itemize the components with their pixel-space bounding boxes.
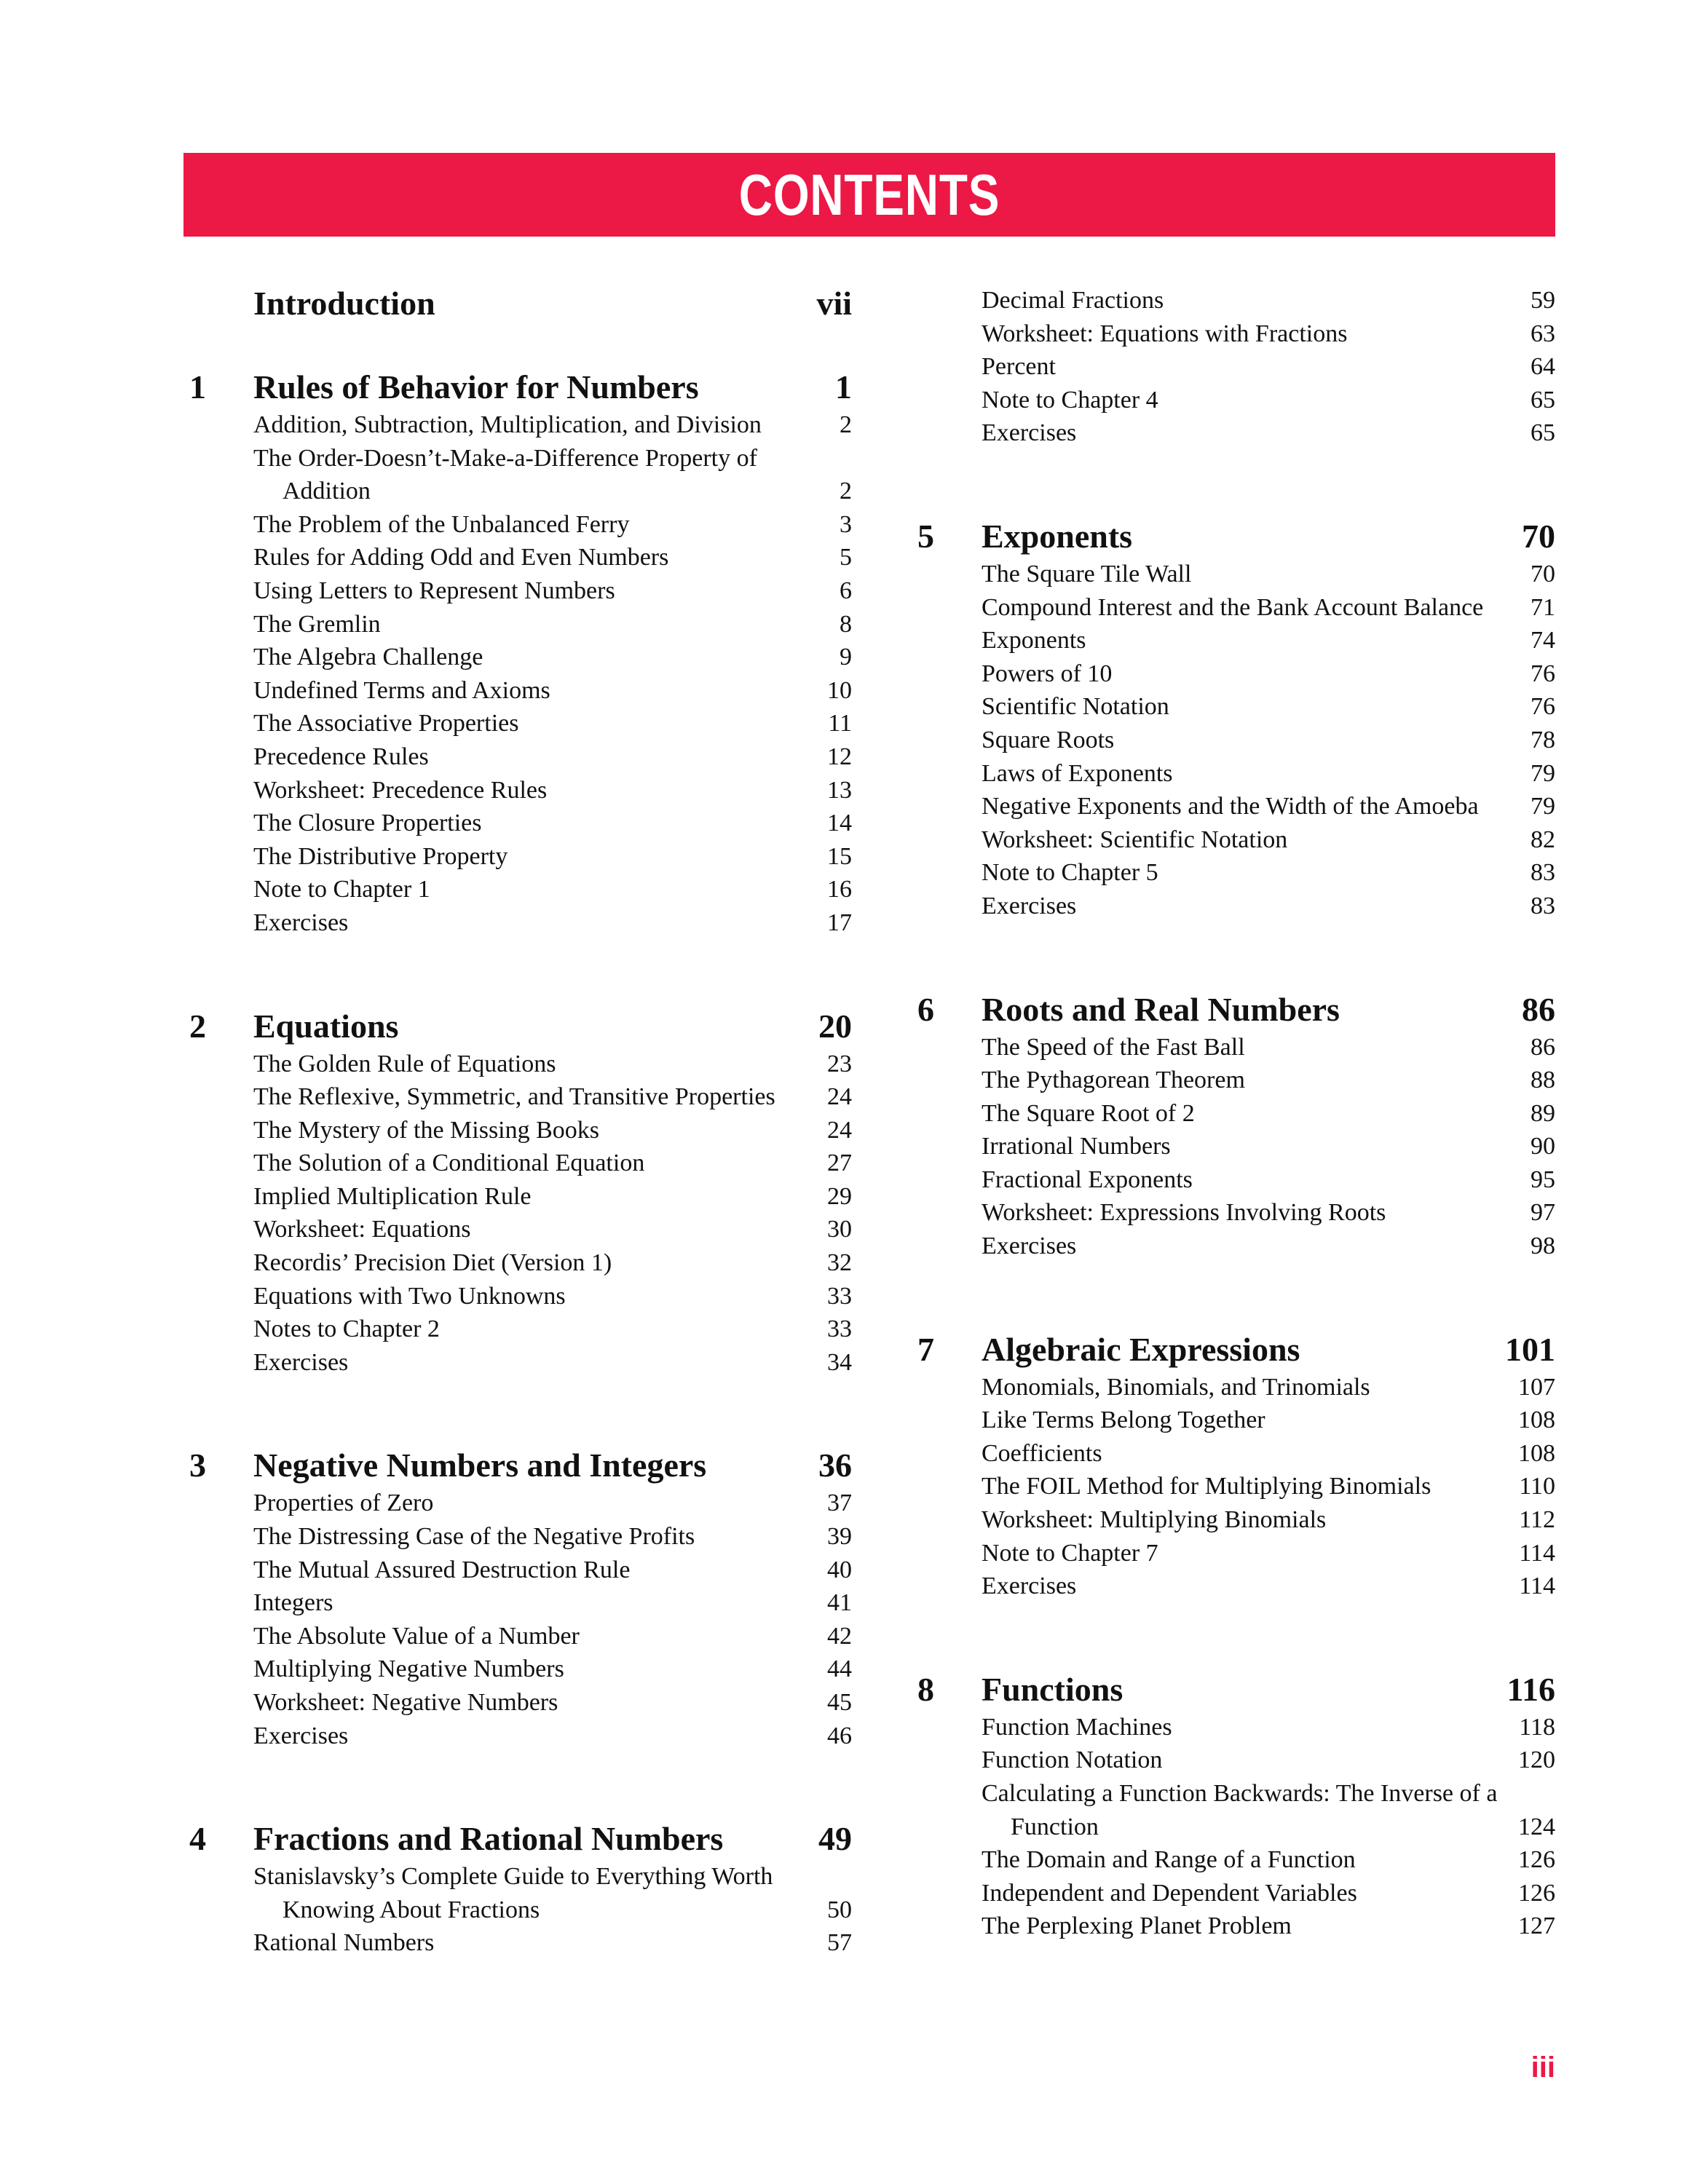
toc-entry-page: 44 xyxy=(827,1655,852,1683)
toc-entry[interactable] xyxy=(982,1744,1555,1777)
toc-entry-page: 14 xyxy=(827,810,852,837)
toc-entry-page: 42 xyxy=(827,1622,852,1650)
toc-entry-page: 114 xyxy=(1519,1539,1555,1567)
toc-entry-title: Rational Numbers xyxy=(253,1929,435,1957)
toc-entry-title: The FOIL Method for Multiplying Binomials xyxy=(982,1473,1431,1500)
chapter-4 xyxy=(189,1819,852,1960)
toc-entry-title: The Closure Properties xyxy=(253,810,482,837)
chapter-title: Functions xyxy=(982,1670,1123,1708)
toc-entry[interactable] xyxy=(253,1346,852,1380)
chapter-number: 8 xyxy=(917,1670,934,1708)
toc-entry[interactable] xyxy=(253,1926,852,1960)
chapter-number: 2 xyxy=(189,1007,206,1045)
toc-entry-page: 124 xyxy=(1518,1813,1555,1840)
toc-entry-title: Scientific Notation xyxy=(982,693,1169,721)
toc-entry-title: Worksheet: Multiplying Binomials xyxy=(982,1506,1327,1534)
toc-entry-title: Worksheet: Scientific Notation xyxy=(982,826,1288,853)
toc-entry-title: Multiplying Negative Numbers xyxy=(253,1655,564,1683)
chapter-entries xyxy=(189,1487,852,1752)
toc-column-right xyxy=(917,284,1555,2010)
toc-entry-page: 71 xyxy=(1531,593,1555,621)
toc-entry[interactable] xyxy=(253,608,852,641)
toc-entry-page: 32 xyxy=(827,1249,852,1277)
toc-entry[interactable] xyxy=(982,350,1555,384)
toc-entry-page: 118 xyxy=(1519,1713,1555,1741)
chapter-page: 116 xyxy=(1506,1670,1555,1708)
toc-entry[interactable] xyxy=(982,284,1555,317)
toc-entry[interactable] xyxy=(982,823,1555,857)
toc-entry[interactable] xyxy=(982,690,1555,724)
toc-entry[interactable] xyxy=(982,1503,1555,1537)
toc-entry-title: Integers xyxy=(253,1589,333,1617)
toc-entry-title: Note to Chapter 1 xyxy=(253,876,430,903)
toc-entry-title: The Golden Rule of Equations xyxy=(253,1050,556,1077)
toc-entry[interactable] xyxy=(982,1130,1555,1163)
toc-entry[interactable] xyxy=(253,1280,852,1313)
toc-entry-title: Exercises xyxy=(982,892,1077,919)
toc-entry-title: The Associative Properties xyxy=(253,710,519,737)
toc-entry[interactable] xyxy=(253,906,852,940)
chapter-5 xyxy=(917,517,1555,923)
toc-entry[interactable] xyxy=(982,1031,1555,1064)
toc-entry-title: The Speed of the Fast Ball xyxy=(982,1033,1245,1061)
toc-entry[interactable] xyxy=(253,840,852,874)
toc-entry-title: The Perplexing Planet Problem xyxy=(982,1912,1292,1940)
toc-entry-title: Worksheet: Precedence Rules xyxy=(253,776,548,804)
page-number: iii xyxy=(1531,2052,1555,2084)
toc-entry-title: Function Notation xyxy=(982,1746,1163,1774)
toc-entry-title: Worksheet: Equations with Fractions xyxy=(982,320,1348,347)
toc-entry[interactable] xyxy=(982,856,1555,890)
toc-entry[interactable] xyxy=(253,807,852,840)
toc-introduction[interactable] xyxy=(189,284,852,328)
toc-entry[interactable] xyxy=(982,1570,1555,1603)
toc-entry-title: Notes to Chapter 2 xyxy=(253,1315,440,1343)
toc-entry[interactable] xyxy=(982,1371,1555,1404)
toc-entry-page: 23 xyxy=(827,1050,852,1077)
toc-entry-page: 9 xyxy=(840,644,852,671)
chapter-title: Equations xyxy=(253,1007,399,1045)
toc-entry-page: 11 xyxy=(828,710,852,737)
toc-entry-page: 76 xyxy=(1531,693,1555,721)
toc-entry-title: Rules for Adding Odd and Even Numbers xyxy=(253,544,669,571)
toc-entry-title: Calculating a Function Backwards: The Inverse of a Function xyxy=(982,1780,1498,1840)
page-title: CONTENTS xyxy=(738,162,1000,227)
toc-entry-page: 110 xyxy=(1519,1473,1555,1500)
toc-entry-title: Precedence Rules xyxy=(253,743,429,770)
toc-entry[interactable] xyxy=(253,1048,852,1081)
toc-entry-page: 30 xyxy=(827,1216,852,1243)
toc-entry-page: 65 xyxy=(1531,386,1555,414)
toc-entry-page: 59 xyxy=(1531,287,1555,314)
toc-entry-page: 63 xyxy=(1531,320,1555,347)
chapter-entries xyxy=(189,1860,852,1960)
chapter-title: Exponents xyxy=(982,517,1133,555)
toc-entry-title: Worksheet: Expressions Involving Roots xyxy=(982,1199,1386,1227)
chapter-number: 4 xyxy=(189,1820,206,1858)
toc-entry[interactable] xyxy=(253,1520,852,1554)
toc-entry[interactable] xyxy=(253,674,852,708)
toc-entry[interactable] xyxy=(253,774,852,807)
chapter-2 xyxy=(189,1007,852,1380)
toc-entry-page: 13 xyxy=(827,776,852,804)
toc-entry-page: 64 xyxy=(1531,353,1555,381)
toc-entry-page: 6 xyxy=(840,577,852,604)
toc-entry-page: 76 xyxy=(1531,660,1555,687)
toc-entry-page: 70 xyxy=(1531,560,1555,587)
toc-entry[interactable] xyxy=(253,1147,852,1180)
chapter-heading[interactable] xyxy=(917,990,1555,1031)
toc-entry[interactable] xyxy=(253,1554,852,1587)
toc-entry[interactable] xyxy=(253,873,852,906)
toc-entry[interactable] xyxy=(253,1487,852,1520)
toc-entry-page: 16 xyxy=(827,876,852,903)
chapter-entries xyxy=(189,1048,852,1380)
toc-entry-page: 126 xyxy=(1518,1846,1555,1874)
chapter-entries xyxy=(917,1031,1555,1263)
toc-entry[interactable] xyxy=(982,1877,1555,1910)
chapter-1 xyxy=(189,368,852,940)
toc-entry[interactable] xyxy=(982,1097,1555,1131)
toc-entry-page: 86 xyxy=(1531,1033,1555,1061)
toc-entry-page: 79 xyxy=(1531,759,1555,787)
chapter-number: 3 xyxy=(189,1447,206,1484)
chapter-heading[interactable] xyxy=(189,368,852,408)
toc-entry-title: Fractional Exponents xyxy=(982,1166,1193,1193)
toc-entry-title: The Algebra Challenge xyxy=(253,644,483,671)
toc-entry-title: Exercises xyxy=(982,419,1077,447)
toc-entry-title: Note to Chapter 5 xyxy=(982,859,1158,887)
toc-entry-page: 24 xyxy=(827,1116,852,1144)
chapter-heading[interactable] xyxy=(917,1670,1555,1711)
toc-entry-title: Worksheet: Negative Numbers xyxy=(253,1689,558,1716)
chapter-8 xyxy=(917,1670,1555,1943)
toc-entry-page: 3 xyxy=(840,510,852,538)
toc-entry-title: Exercises xyxy=(253,1722,349,1749)
toc-entry[interactable] xyxy=(253,408,852,442)
toc-entry-title: Like Terms Belong Together xyxy=(982,1406,1265,1434)
chapter-4-continued xyxy=(917,284,1555,450)
toc-entry[interactable] xyxy=(253,641,852,674)
toc-entry-title: Exercises xyxy=(253,909,349,936)
toc-entry-page: 114 xyxy=(1519,1572,1555,1600)
toc-entry-page: 95 xyxy=(1531,1166,1555,1193)
toc-entry-page: 89 xyxy=(1531,1099,1555,1127)
toc-entry-title: Square Roots xyxy=(982,726,1115,753)
chapter-title: Fractions and Rational Numbers xyxy=(253,1820,724,1858)
chapter-page: 1 xyxy=(835,368,852,405)
chapter-page: 36 xyxy=(818,1447,852,1484)
toc-entry-title: Function Machines xyxy=(982,1713,1172,1741)
toc-entry-title: Addition, Subtraction, Multiplication, and Division xyxy=(253,411,762,438)
toc-entry[interactable] xyxy=(982,657,1555,691)
toc-entry[interactable] xyxy=(982,1230,1555,1263)
toc-entry-title: The Problem of the Unbalanced Ferry xyxy=(253,510,630,538)
toc-entry-title: The Absolute Value of a Number xyxy=(253,1622,580,1650)
toc-entry[interactable] xyxy=(982,317,1555,351)
introduction-title: Introduction xyxy=(253,285,435,322)
toc-entry-title: Irrational Numbers xyxy=(982,1133,1171,1160)
toc-entry-page: 98 xyxy=(1531,1233,1555,1260)
toc-entry[interactable] xyxy=(253,1860,852,1926)
toc-entry-page: 12 xyxy=(827,743,852,770)
chapter-title: Negative Numbers and Integers xyxy=(253,1447,707,1484)
toc-entry-title: The Solution of a Conditional Equation xyxy=(253,1150,645,1177)
toc-entry-page: 24 xyxy=(827,1083,852,1111)
toc-entry-page: 41 xyxy=(827,1589,852,1617)
chapter-number: 7 xyxy=(917,1330,934,1368)
toc-entry-title: Negative Exponents and the Width of the Amoeba xyxy=(982,793,1479,820)
toc-entry[interactable] xyxy=(982,757,1555,791)
toc-entry[interactable] xyxy=(982,1910,1555,1943)
toc-entry-page: 83 xyxy=(1531,892,1555,919)
toc-entry[interactable] xyxy=(982,1711,1555,1744)
chapter-page: 101 xyxy=(1505,1330,1555,1368)
toc-entry-title: Using Letters to Represent Numbers xyxy=(253,577,615,604)
toc-entry-page: 29 xyxy=(827,1182,852,1210)
toc-entry-title: Laws of Exponents xyxy=(982,759,1173,787)
chapter-entries xyxy=(917,1711,1555,1943)
toc-entry[interactable] xyxy=(253,1114,852,1147)
chapter-entries xyxy=(917,1371,1555,1603)
toc-entry[interactable] xyxy=(982,1196,1555,1230)
toc-entry-page: 17 xyxy=(827,909,852,936)
toc-entry-page: 126 xyxy=(1518,1879,1555,1907)
toc-entry-title: The Order-Doesn’t-Make-a-Difference Property of Addition xyxy=(253,444,757,505)
toc-entry-page: 5 xyxy=(840,544,852,571)
toc-entry[interactable] xyxy=(253,442,852,508)
toc-entry-title: Stanislavsky’s Complete Guide to Everything Worth Knowing About Fractions xyxy=(253,1863,773,1923)
toc-entry[interactable] xyxy=(253,574,852,608)
toc-entry-title: The Square Tile Wall xyxy=(982,560,1192,587)
toc-entry[interactable] xyxy=(982,558,1555,591)
toc-entry[interactable] xyxy=(982,724,1555,757)
toc-entry[interactable] xyxy=(982,591,1555,625)
toc-entry[interactable] xyxy=(982,1064,1555,1097)
toc-entry-title: Recordis’ Precision Diet (Version 1) xyxy=(253,1249,612,1277)
toc-entry-page: 33 xyxy=(827,1315,852,1343)
chapter-number: 1 xyxy=(189,368,206,405)
toc-entry-page: 46 xyxy=(827,1722,852,1749)
chapter-page: 49 xyxy=(818,1820,852,1858)
toc-entry-title: Undefined Terms and Axioms xyxy=(253,676,550,704)
toc-entry-page: 74 xyxy=(1531,627,1555,654)
toc-entry[interactable] xyxy=(253,1246,852,1280)
toc-entry-page: 33 xyxy=(827,1282,852,1310)
chapter-page: 20 xyxy=(818,1007,852,1045)
toc-entry[interactable] xyxy=(253,740,852,774)
toc-entry[interactable] xyxy=(253,1620,852,1653)
toc-entry-title: Independent and Dependent Variables xyxy=(982,1879,1357,1907)
toc-entry[interactable] xyxy=(982,624,1555,657)
toc-entry[interactable] xyxy=(253,541,852,574)
chapter-heading[interactable] xyxy=(917,517,1555,558)
toc-entry[interactable] xyxy=(253,1180,852,1214)
toc-entry[interactable] xyxy=(253,1686,852,1720)
toc-entry-page: 2 xyxy=(840,411,852,438)
chapter-number: 6 xyxy=(917,990,934,1028)
toc-entry-title: Coefficients xyxy=(982,1439,1102,1467)
toc-entry[interactable] xyxy=(253,1653,852,1686)
contents-banner xyxy=(183,153,1555,237)
toc-entry-title: Exponents xyxy=(982,627,1086,654)
toc-entry-page: 107 xyxy=(1518,1373,1555,1401)
toc-entry[interactable] xyxy=(982,1777,1555,1843)
chapter-entries xyxy=(917,558,1555,923)
toc-entry-page: 88 xyxy=(1531,1067,1555,1094)
toc-entry-page: 10 xyxy=(827,676,852,704)
toc-entry-page: 45 xyxy=(827,1689,852,1716)
toc-entry[interactable] xyxy=(982,1470,1555,1503)
toc-entry-title: Compound Interest and the Bank Account Balance xyxy=(982,593,1484,621)
toc-entry-page: 34 xyxy=(827,1348,852,1376)
chapter-title: Rules of Behavior for Numbers xyxy=(253,368,699,405)
toc-entry-page: 27 xyxy=(827,1150,852,1177)
toc-entry-title: Exercises xyxy=(982,1572,1077,1600)
toc-entry[interactable] xyxy=(253,1313,852,1346)
toc-entry[interactable] xyxy=(982,1437,1555,1471)
toc-entry-page: 90 xyxy=(1531,1133,1555,1160)
toc-entry-page: 39 xyxy=(827,1523,852,1551)
toc-entry[interactable] xyxy=(253,1080,852,1114)
toc-entry[interactable] xyxy=(253,707,852,740)
toc-entry-title: Exercises xyxy=(982,1233,1077,1260)
toc-entry-page: 127 xyxy=(1518,1912,1555,1940)
toc-entry-title: Note to Chapter 7 xyxy=(982,1539,1158,1567)
chapter-heading[interactable] xyxy=(917,1330,1555,1371)
toc-entry-page: 108 xyxy=(1518,1439,1555,1467)
toc-entry-page: 2 xyxy=(840,478,852,505)
toc-entry[interactable] xyxy=(982,890,1555,923)
toc-entry[interactable] xyxy=(253,508,852,542)
chapter-page: 86 xyxy=(1522,990,1555,1028)
chapter-page: 70 xyxy=(1522,517,1555,555)
toc-column-left xyxy=(189,284,852,2027)
chapter-7 xyxy=(917,1330,1555,1603)
toc-entry-title: The Pythagorean Theorem xyxy=(982,1067,1245,1094)
introduction-page: vii xyxy=(816,285,852,322)
toc-entry-page: 112 xyxy=(1519,1506,1555,1534)
toc-entry-title: The Mutual Assured Destruction Rule xyxy=(253,1556,631,1583)
chapter-3 xyxy=(189,1446,852,1752)
toc-entry-title: The Distressing Case of the Negative Profits xyxy=(253,1523,695,1551)
toc-entry[interactable] xyxy=(982,1163,1555,1197)
toc-entry[interactable] xyxy=(253,1586,852,1620)
toc-entry[interactable] xyxy=(982,1843,1555,1877)
toc-entry-title: Implied Multiplication Rule xyxy=(253,1182,532,1210)
toc-entry-page: 79 xyxy=(1531,793,1555,820)
toc-entry-page: 40 xyxy=(827,1556,852,1583)
chapter-heading[interactable] xyxy=(189,1446,852,1487)
toc-entry-title: The Gremlin xyxy=(253,610,381,638)
toc-entry-page: 65 xyxy=(1531,419,1555,447)
toc-entry-title: The Square Root of 2 xyxy=(982,1099,1195,1127)
toc-entry-page: 78 xyxy=(1531,726,1555,753)
toc-entry-page: 83 xyxy=(1531,859,1555,887)
toc-entry[interactable] xyxy=(982,790,1555,823)
toc-entry[interactable] xyxy=(982,384,1555,417)
chapter-6 xyxy=(917,990,1555,1263)
toc-entry-title: Note to Chapter 4 xyxy=(982,386,1158,414)
toc-entry-page: 57 xyxy=(827,1929,852,1957)
toc-entry-page: 97 xyxy=(1531,1199,1555,1227)
toc-entry-page: 37 xyxy=(827,1489,852,1517)
toc-entry-title: Equations with Two Unknowns xyxy=(253,1282,566,1310)
chapter-number: 5 xyxy=(917,517,934,555)
toc-entry-page: 8 xyxy=(840,610,852,638)
chapter-heading[interactable] xyxy=(189,1007,852,1048)
toc-entry-title: Powers of 10 xyxy=(982,660,1113,687)
toc-entry-page: 50 xyxy=(827,1896,852,1923)
toc-entry-title: The Mystery of the Missing Books xyxy=(253,1116,600,1144)
toc-entry-title: Exercises xyxy=(253,1348,349,1376)
toc-entry-title: The Distributive Property xyxy=(253,842,508,870)
toc-entry-title: The Reflexive, Symmetric, and Transitive Properties xyxy=(253,1083,775,1111)
toc-entry[interactable] xyxy=(253,1720,852,1753)
toc-entry-title: The Domain and Range of a Function xyxy=(982,1846,1356,1874)
chapter-heading[interactable] xyxy=(189,1819,852,1860)
toc-entry-title: Monomials, Binomials, and Trinomials xyxy=(982,1373,1370,1401)
chapter-title: Algebraic Expressions xyxy=(982,1330,1300,1368)
toc-entry[interactable] xyxy=(982,416,1555,450)
toc-entry-title: Percent xyxy=(982,353,1056,381)
toc-entry-page: 120 xyxy=(1518,1746,1555,1774)
toc-entry-page: 82 xyxy=(1531,826,1555,853)
toc-entry-title: Properties of Zero xyxy=(253,1489,434,1517)
toc-entry-title: Decimal Fractions xyxy=(982,287,1164,314)
toc-entry-page: 15 xyxy=(827,842,852,870)
toc-entry[interactable] xyxy=(253,1213,852,1246)
toc-entry[interactable] xyxy=(982,1537,1555,1570)
chapter-title: Roots and Real Numbers xyxy=(982,990,1340,1028)
chapter-entries xyxy=(189,408,852,940)
toc-entry-page: 108 xyxy=(1518,1406,1555,1434)
toc-entry[interactable] xyxy=(982,1404,1555,1437)
toc-entry-title: Worksheet: Equations xyxy=(253,1216,471,1243)
